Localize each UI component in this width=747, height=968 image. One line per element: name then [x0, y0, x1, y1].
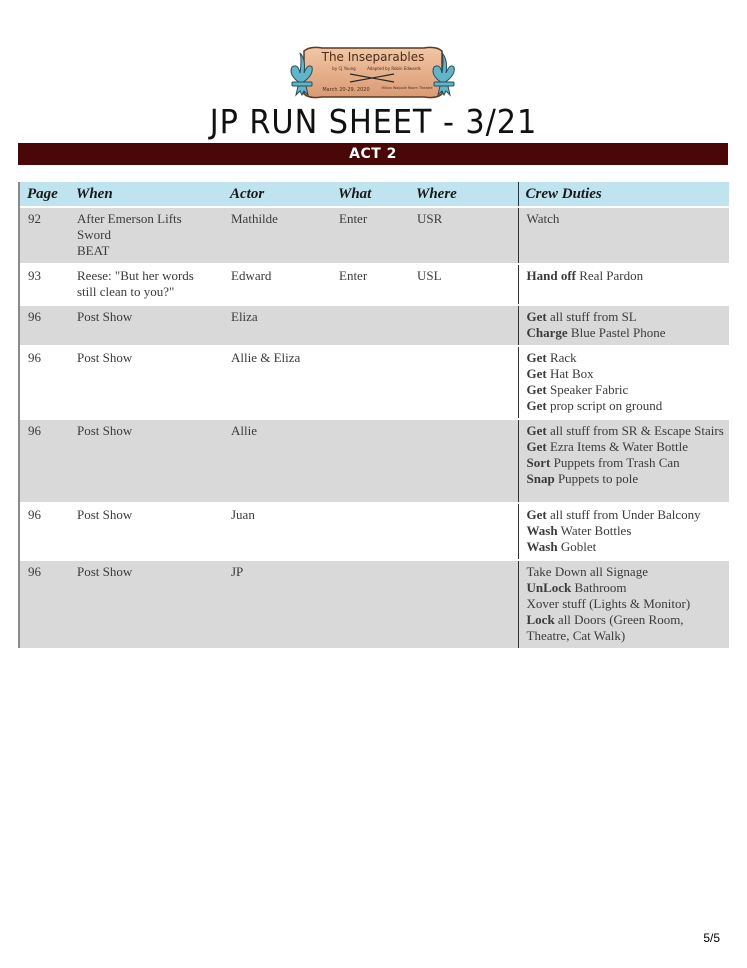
crew-duty-line — [527, 596, 730, 612]
crew-duty-text: Blue Pastel Phone — [567, 325, 666, 340]
crew-duty-verb: Wash — [526, 523, 558, 538]
logo-title: The Inseparables — [321, 50, 425, 64]
crew-duty-text: Speaker Fabric — [546, 382, 629, 397]
crew-duty-line — [527, 471, 730, 487]
crew-duty-line — [527, 325, 730, 341]
table-row — [19, 264, 729, 305]
crew-duty-verb: Hand off — [526, 268, 576, 283]
cell-where — [409, 419, 518, 503]
crew-duty-text: Watch — [526, 211, 560, 226]
crew-duty-verb: Sort — [526, 455, 551, 470]
crew-duty-verb: Get — [526, 423, 547, 438]
act-heading: ACT 2 — [18, 143, 728, 165]
cell-page: 96 — [19, 346, 69, 419]
show-logo — [282, 45, 464, 100]
crew-duty-text: all stuff from Under Balcony — [546, 507, 701, 522]
crew-duty-verb: Lock — [526, 612, 555, 627]
cell-crew-duties — [518, 503, 729, 560]
crew-duty-text: Rack — [546, 350, 577, 365]
crew-duty-line — [527, 268, 730, 284]
logo-venue: Hilton Walpole Room Theatre — [381, 86, 433, 90]
cell-when — [69, 207, 223, 264]
cell-when — [69, 346, 223, 419]
cell-actor: Edward — [223, 264, 331, 305]
cell-crew-duties — [518, 346, 729, 419]
crew-duty-verb: Get — [526, 439, 547, 454]
cell-what — [331, 419, 409, 503]
crew-duty-verb: Snap — [526, 471, 555, 486]
cell-where: USR — [409, 207, 518, 264]
cell-crew-duties — [518, 207, 729, 264]
when-line: Post Show — [77, 507, 133, 522]
cell-where — [409, 305, 518, 346]
crew-duty-text: Xover stuff (Lights & Monitor) — [526, 596, 691, 611]
page-number: 5/5 — [703, 931, 720, 945]
crew-duty-text: all stuff from SR & Escape Stairs — [546, 423, 724, 438]
header-page: Page — [19, 182, 69, 207]
cell-where: USL — [409, 264, 518, 305]
cell-page: 96 — [19, 503, 69, 560]
cell-actor: Eliza — [223, 305, 331, 346]
cell-where — [409, 503, 518, 560]
cell-actor: JP — [223, 560, 331, 648]
table-row — [19, 207, 729, 264]
cell-what: Enter — [331, 207, 409, 264]
when-line: Post Show — [77, 423, 133, 438]
crew-duty-text: all stuff from SL — [546, 309, 637, 324]
crew-duty-text: Goblet — [557, 539, 597, 554]
crew-duty-verb: Wash — [526, 539, 558, 554]
crew-duty-text: Ezra Items & Water Bottle — [546, 439, 689, 454]
cell-when — [69, 305, 223, 346]
cell-actor: Allie & Eliza — [223, 346, 331, 419]
cell-actor: Juan — [223, 503, 331, 560]
logo-adapted: Adapted by Robin Edwards — [367, 66, 421, 71]
header-actor: Actor — [223, 182, 331, 207]
crew-duty-line — [527, 211, 730, 227]
cell-where — [409, 346, 518, 419]
cell-what — [331, 305, 409, 346]
when-line: After Emerson Lifts — [77, 211, 182, 226]
table-row — [19, 305, 729, 346]
crew-duty-line — [527, 382, 730, 398]
crew-duty-line — [527, 612, 730, 644]
table-header-row — [19, 182, 729, 207]
crew-duty-verb: Get — [526, 309, 547, 324]
header-where: Where — [409, 182, 518, 207]
run-sheet-table — [18, 182, 729, 648]
crew-duty-verb: UnLock — [526, 580, 572, 595]
when-line: Post Show — [77, 564, 133, 579]
crew-duty-line — [527, 423, 730, 439]
cell-actor: Allie — [223, 419, 331, 503]
crew-duty-line — [527, 309, 730, 325]
crew-duty-verb: Get — [526, 382, 547, 397]
when-line: Post Show — [77, 309, 133, 324]
crew-duty-line — [527, 507, 730, 523]
crew-duty-line — [527, 366, 730, 382]
cell-crew-duties — [518, 264, 729, 305]
logo-byline: by CJ Young — [332, 66, 356, 71]
cell-when — [69, 419, 223, 503]
crew-duty-line — [527, 350, 730, 366]
crew-duty-text: Bathroom — [571, 580, 627, 595]
cell-crew-duties — [518, 560, 729, 648]
crew-duty-text: Hat Box — [546, 366, 594, 381]
cell-what — [331, 560, 409, 648]
cell-page: 93 — [19, 264, 69, 305]
cell-crew-duties — [518, 305, 729, 346]
cell-what: Enter — [331, 264, 409, 305]
cell-page: 96 — [19, 560, 69, 648]
table-row — [19, 346, 729, 419]
table-row — [19, 503, 729, 560]
crew-duty-text: Water Bottles — [557, 523, 632, 538]
crew-duty-line — [527, 580, 730, 596]
crew-duty-verb: Get — [526, 350, 547, 365]
cell-when — [69, 264, 223, 305]
when-line: Post Show — [77, 350, 133, 365]
crew-duty-verb: Get — [526, 507, 547, 522]
cell-what — [331, 503, 409, 560]
cell-actor: Mathilde — [223, 207, 331, 264]
crew-duty-verb: Get — [526, 366, 547, 381]
crew-duty-verb: Charge — [526, 325, 568, 340]
cell-page: 96 — [19, 305, 69, 346]
header-when: When — [69, 182, 223, 207]
table-row — [19, 419, 729, 503]
when-line: Sword — [77, 227, 111, 242]
cell-where — [409, 560, 518, 648]
crew-duty-text: prop script on ground — [546, 398, 663, 413]
crew-duty-text: Puppets from Trash Can — [550, 455, 680, 470]
crew-duty-text: Puppets to pole — [554, 471, 639, 486]
cell-page: 92 — [19, 207, 69, 264]
logo-dates: March 20-29, 2020 — [322, 87, 370, 93]
table-row — [19, 560, 729, 648]
cell-crew-duties — [518, 419, 729, 503]
crew-duty-text: Take Down all Signage — [526, 564, 648, 579]
when-line: Reese: "But her words — [77, 268, 194, 283]
crew-duty-line — [527, 439, 730, 455]
crew-duty-text: all Doors (Green Room, Theatre, Cat Walk) — [526, 612, 684, 643]
when-line: still clean to you?" — [77, 284, 175, 299]
cell-page: 96 — [19, 419, 69, 503]
cell-when — [69, 503, 223, 560]
page-title: JP RUN SHEET - 3/21 — [209, 102, 538, 141]
crew-duty-line — [527, 523, 730, 539]
crew-duty-line — [527, 398, 730, 414]
header-what: What — [331, 182, 409, 207]
crew-duty-line — [527, 539, 730, 555]
header-crew-duties: Crew Duties — [518, 182, 729, 207]
crew-duty-line — [527, 455, 730, 471]
crew-duty-verb: Get — [526, 398, 547, 413]
crew-duty-text: Real Pardon — [575, 268, 644, 283]
cell-what — [331, 346, 409, 419]
cell-when — [69, 560, 223, 648]
crew-duty-line — [527, 564, 730, 580]
when-line: BEAT — [77, 243, 110, 258]
